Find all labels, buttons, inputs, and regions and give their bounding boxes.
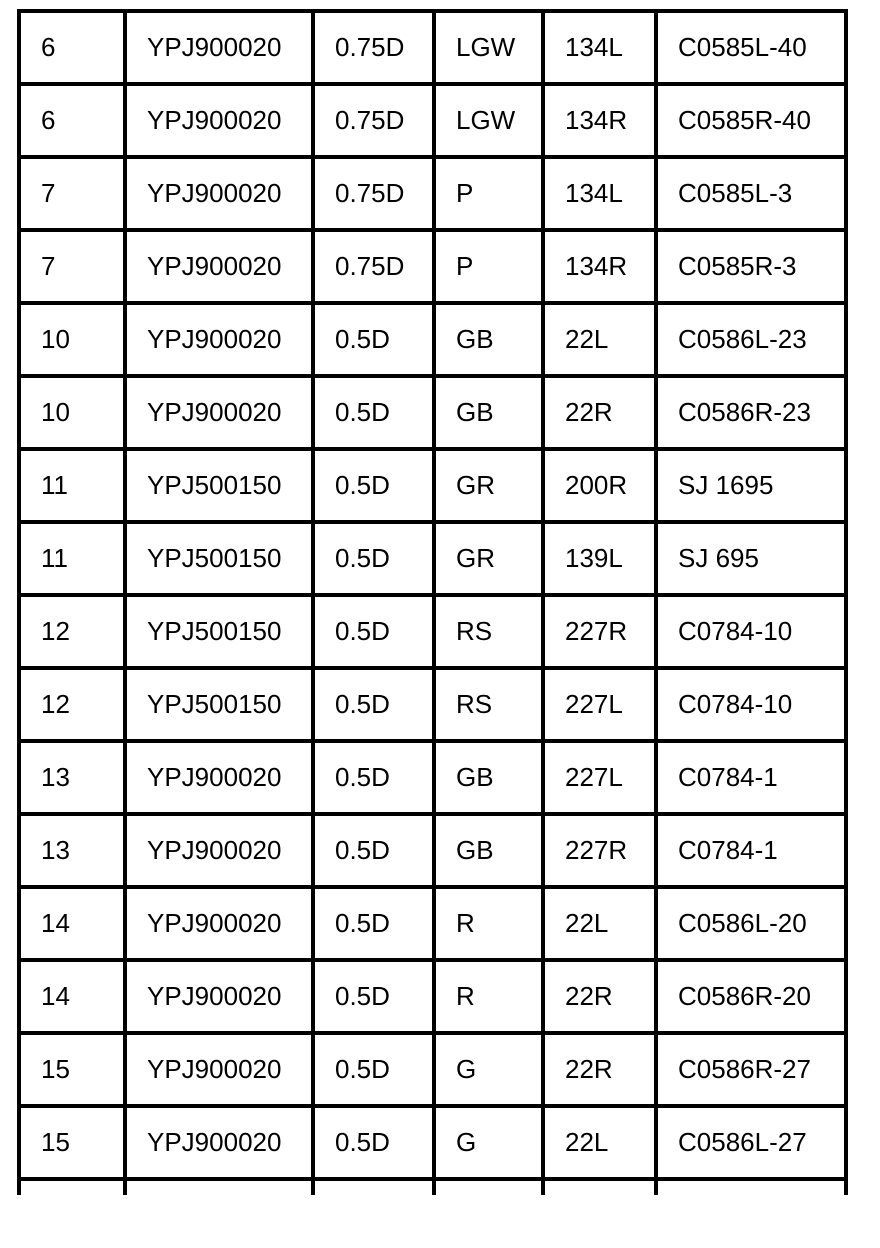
cell-number: 7 [19, 157, 125, 230]
table-row [19, 814, 846, 887]
table-row [19, 595, 846, 668]
cell-number: 13 [19, 814, 125, 887]
cell-part-code: YPJ900020 [125, 814, 313, 887]
cell-color: R [434, 887, 543, 960]
table-row [19, 887, 846, 960]
cell-size: 0.5D [313, 303, 434, 376]
cell-terminal: 22R [543, 376, 656, 449]
cell-part-code: YPJ900020 [125, 887, 313, 960]
cell-connector: C0586L-23 [656, 303, 846, 376]
cell-number: 11 [19, 522, 125, 595]
cell-color: P [434, 157, 543, 230]
cell-connector: C0585R-3 [656, 230, 846, 303]
cell-empty [19, 1179, 125, 1195]
cell-size: 0.5D [313, 1033, 434, 1106]
cell-color: GB [434, 814, 543, 887]
cell-number: 10 [19, 376, 125, 449]
cell-connector: C0586R-20 [656, 960, 846, 1033]
cell-connector: C0784-1 [656, 814, 846, 887]
table-row [19, 84, 846, 157]
cell-part-code: YPJ900020 [125, 1106, 313, 1179]
cell-color: RS [434, 668, 543, 741]
cell-size: 0.5D [313, 887, 434, 960]
cell-size: 0.75D [313, 84, 434, 157]
table-row [19, 960, 846, 1033]
cell-terminal: 227R [543, 595, 656, 668]
cell-color: GR [434, 449, 543, 522]
cell-connector: C0585L-40 [656, 11, 846, 84]
cell-size: 0.75D [313, 157, 434, 230]
cell-terminal: 134L [543, 157, 656, 230]
cell-connector: C0586R-27 [656, 1033, 846, 1106]
table-row [19, 741, 846, 814]
cell-size: 0.5D [313, 522, 434, 595]
cell-part-code: YPJ500150 [125, 522, 313, 595]
cell-size: 0.75D [313, 11, 434, 84]
cell-empty [543, 1179, 656, 1195]
cell-connector: C0586R-23 [656, 376, 846, 449]
cell-terminal: 227R [543, 814, 656, 887]
wiring-table [17, 9, 848, 1195]
table-row [19, 157, 846, 230]
cell-size: 0.5D [313, 376, 434, 449]
cell-color: GB [434, 376, 543, 449]
cell-color: GB [434, 741, 543, 814]
cell-terminal: 227L [543, 741, 656, 814]
cell-color: GR [434, 522, 543, 595]
cell-connector: C0585R-40 [656, 84, 846, 157]
cell-size: 0.5D [313, 960, 434, 1033]
cell-empty [125, 1179, 313, 1195]
table-row [19, 303, 846, 376]
cell-color: RS [434, 595, 543, 668]
cell-connector: C0586L-20 [656, 887, 846, 960]
cell-connector: C0784-10 [656, 595, 846, 668]
cell-terminal: 22L [543, 887, 656, 960]
cell-size: 0.5D [313, 449, 434, 522]
table-row [19, 1106, 846, 1179]
cell-connector: C0585L-3 [656, 157, 846, 230]
cell-color: GB [434, 303, 543, 376]
cell-part-code: YPJ900020 [125, 84, 313, 157]
cell-connector: C0784-1 [656, 741, 846, 814]
cell-terminal: 227L [543, 668, 656, 741]
cell-color: P [434, 230, 543, 303]
cell-number: 15 [19, 1106, 125, 1179]
cell-color: LGW [434, 11, 543, 84]
cell-empty [313, 1179, 434, 1195]
cell-terminal: 22L [543, 303, 656, 376]
cell-number: 12 [19, 595, 125, 668]
cell-number: 14 [19, 887, 125, 960]
cell-part-code: YPJ900020 [125, 1033, 313, 1106]
cell-part-code: YPJ900020 [125, 303, 313, 376]
cell-terminal: 22R [543, 1033, 656, 1106]
cell-number: 10 [19, 303, 125, 376]
cell-part-code: YPJ900020 [125, 11, 313, 84]
table-row [19, 1033, 846, 1106]
cell-terminal: 200R [543, 449, 656, 522]
table-row [19, 11, 846, 84]
cell-connector: C0586L-27 [656, 1106, 846, 1179]
table-body [19, 11, 846, 1195]
table-row [19, 449, 846, 522]
cell-connector: C0784-10 [656, 668, 846, 741]
cell-number: 12 [19, 668, 125, 741]
table-row [19, 668, 846, 741]
cell-size: 0.5D [313, 1106, 434, 1179]
cell-part-code: YPJ900020 [125, 230, 313, 303]
cell-part-code: YPJ900020 [125, 741, 313, 814]
cell-empty [656, 1179, 846, 1195]
cell-terminal: 134R [543, 84, 656, 157]
cell-size: 0.5D [313, 741, 434, 814]
cell-number: 7 [19, 230, 125, 303]
cell-connector: SJ 1695 [656, 449, 846, 522]
table-row [19, 230, 846, 303]
cell-color: G [434, 1033, 543, 1106]
cell-size: 0.75D [313, 230, 434, 303]
cell-size: 0.5D [313, 668, 434, 741]
cell-color: LGW [434, 84, 543, 157]
cell-empty [434, 1179, 543, 1195]
cell-terminal: 22R [543, 960, 656, 1033]
table-row [19, 376, 846, 449]
cell-part-code: YPJ500150 [125, 449, 313, 522]
cell-color: G [434, 1106, 543, 1179]
cell-part-code: YPJ900020 [125, 960, 313, 1033]
cell-color: R [434, 960, 543, 1033]
cell-part-code: YPJ900020 [125, 376, 313, 449]
cell-part-code: YPJ500150 [125, 668, 313, 741]
cell-number: 6 [19, 84, 125, 157]
cell-size: 0.5D [313, 814, 434, 887]
cell-terminal: 22L [543, 1106, 656, 1179]
cell-part-code: YPJ900020 [125, 157, 313, 230]
cell-number: 15 [19, 1033, 125, 1106]
cell-terminal: 134L [543, 11, 656, 84]
cell-number: 11 [19, 449, 125, 522]
cell-size: 0.5D [313, 595, 434, 668]
cell-connector: SJ 695 [656, 522, 846, 595]
table-row-continuation [19, 1179, 846, 1195]
cell-part-code: YPJ500150 [125, 595, 313, 668]
cell-number: 6 [19, 11, 125, 84]
cell-terminal: 139L [543, 522, 656, 595]
cell-terminal: 134R [543, 230, 656, 303]
cell-number: 13 [19, 741, 125, 814]
table-row [19, 522, 846, 595]
cell-number: 14 [19, 960, 125, 1033]
